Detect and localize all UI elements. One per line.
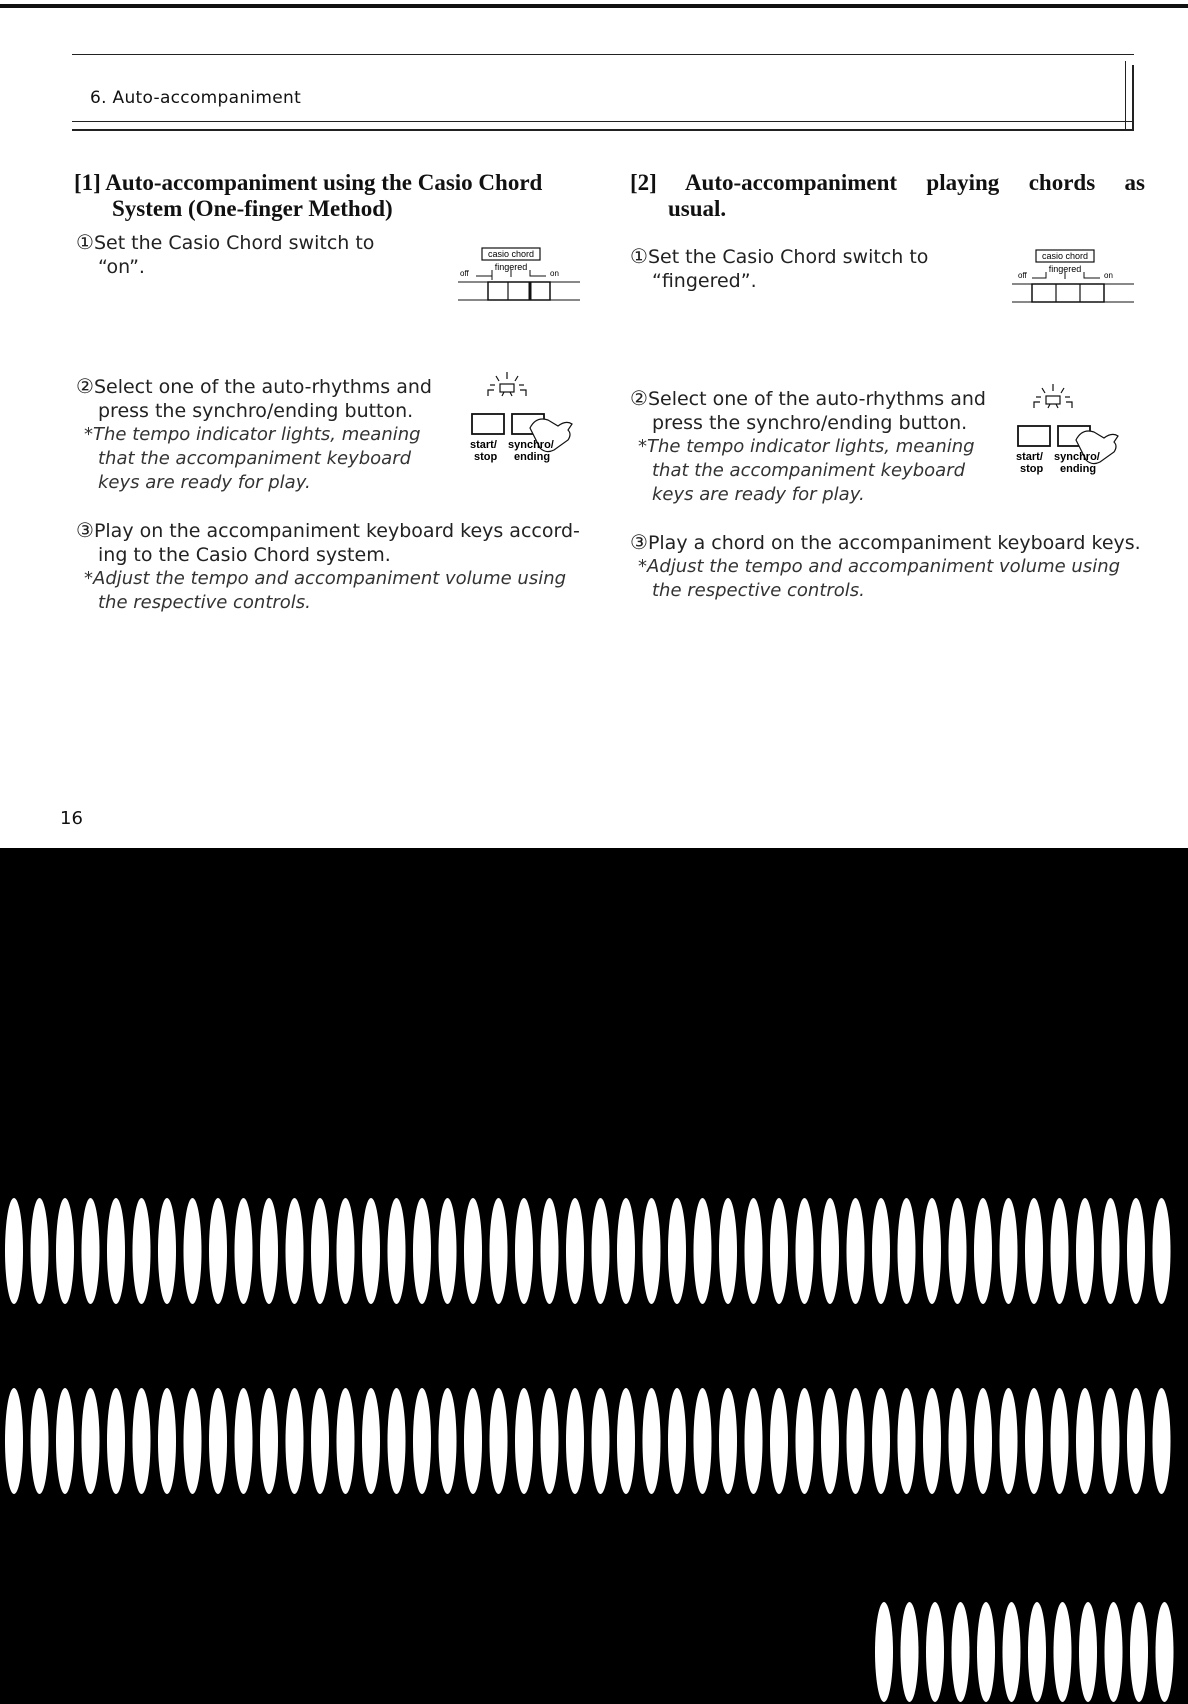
binding-ring [541,1388,559,1494]
binding-ring [875,1602,893,1702]
binding-ring [260,1388,278,1494]
top-rule [0,4,1188,8]
binding-ring [952,1602,970,1702]
binding-ring [977,1602,995,1702]
binding-ring [388,1198,406,1304]
casio-chord-switch-fingered-figure [1012,248,1134,304]
binding-ring [1076,1198,1094,1304]
binding-ring [464,1198,482,1304]
binding-ring [311,1388,329,1494]
binding-ring [490,1198,508,1304]
binding-ring [923,1388,941,1494]
binding-ring [694,1198,712,1304]
binding-ring [1153,1198,1171,1304]
left-step-1: ①Set the Casio Chord switch to “on”. [76,230,375,278]
page-number: 16 [60,808,83,829]
binding-ring [1130,1602,1148,1702]
binding-ring [949,1388,967,1494]
switch-label: casio chord [1041,251,1089,261]
binding-ring [872,1388,890,1494]
binding-ring [898,1198,916,1304]
tempo-indicator-icon [1034,384,1072,408]
binding-ring [745,1388,763,1494]
section-title: 6. Auto-accompaniment [90,88,302,108]
binding-ring [1025,1198,1043,1304]
synchro-button-figure-left [466,370,592,470]
switch-off-label: off [460,269,469,278]
right-column: [2] Auto-accompaniment playing chords as usual. [630,170,1145,221]
binding-ring [184,1388,202,1494]
switch-on-label: on [1104,271,1113,280]
binding-ring [566,1388,584,1494]
binding-ring [872,1198,890,1304]
svg-text:start/: start/ [470,439,497,451]
binding-ring [1102,1388,1120,1494]
binding-ring [1102,1198,1120,1304]
right-step-1: ①Set the Casio Chord switch to “fingered”. [630,244,929,292]
binding-ring [1153,1388,1171,1494]
svg-text:stop: stop [474,451,498,463]
binding-ring [464,1388,482,1494]
binding-ring [1051,1198,1069,1304]
binding-ring [286,1198,304,1304]
switch-label: casio chord [487,249,535,259]
switch-off-label: off [1018,271,1027,280]
binding-ring [209,1198,227,1304]
binding-ring [541,1198,559,1304]
binding-ring [847,1388,865,1494]
binding-ring [923,1198,941,1304]
binding-ring [5,1198,23,1304]
binding-ring [1156,1602,1174,1702]
svg-text:synchro/: synchro/ [508,439,554,451]
binding-ring [901,1602,919,1702]
binding-ring [82,1198,100,1304]
binding-ring [31,1388,49,1494]
right-step-2-note: *The tempo indicator lights, meaning that the accompaniment keyboard keys are ready for play. [638,436,975,505]
right-step-3-note: *Adjust the tempo and accompaniment volume using the respective controls. [638,556,1121,601]
binding-ring [1003,1602,1021,1702]
binding-ring [388,1388,406,1494]
right-step-2: ②Select one of the auto-rhythms and press the synchro/ending button. *The tempo indicator lights, meaning that the accompaniment keyboard keys are ready for play. [630,386,1010,507]
binding-ring [56,1198,74,1304]
binding-ring [133,1388,151,1494]
switch-fingered-label: fingered [1048,264,1082,274]
binding-ring [592,1388,610,1494]
binding-ring [796,1198,814,1304]
binding-ring [362,1198,380,1304]
binding-ring [796,1388,814,1494]
left-column [74,170,594,222]
binding-ring [668,1198,686,1304]
binding-ring [1127,1388,1145,1494]
binding-ring [107,1198,125,1304]
binding-ring [1000,1388,1018,1494]
binding-ring [490,1388,508,1494]
binding-ring [56,1388,74,1494]
binding-ring [337,1388,355,1494]
binding-ring [158,1198,176,1304]
binding-ring-row-3 [0,1600,1180,1704]
binding-ring [974,1198,992,1304]
right-step-3: ③Play a chord on the accompaniment keyboard keys. *Adjust the tempo and accompaniment volume using the respective controls. [630,530,1150,603]
binding-ring [1051,1388,1069,1494]
binding-ring [235,1198,253,1304]
start-stop-button [1018,426,1050,446]
right-title: [2] Auto-accompaniment playing chords as [630,170,1145,195]
binding-ring [821,1198,839,1304]
binding-ring [515,1388,533,1494]
binding-ring [1025,1388,1043,1494]
binding-ring [413,1388,431,1494]
binding-ring [337,1198,355,1304]
binding-ring [566,1198,584,1304]
svg-text:start/: start/ [1016,451,1043,463]
binding-ring [694,1388,712,1494]
binding-ring [847,1198,865,1304]
tempo-indicator-icon [488,372,526,396]
binding-ring [31,1198,49,1304]
binding-ring [821,1388,839,1494]
binding-ring [1028,1602,1046,1702]
synchro-button-figure-right [1012,382,1138,482]
binding-ring [592,1198,610,1304]
binding-ring [1105,1602,1123,1702]
binding-ring [413,1198,431,1304]
binding-ring-row-2 [0,1386,1180,1496]
binding-ring [1076,1388,1094,1494]
binding-ring [107,1388,125,1494]
binding-ring [1054,1602,1072,1702]
binding-ring [209,1388,227,1494]
binding-ring [362,1388,380,1494]
binding-ring [286,1388,304,1494]
binding-ring [719,1388,737,1494]
binding-ring [82,1388,100,1494]
binding-ring [898,1388,916,1494]
left-step-2-note: *The tempo indicator lights, meaning that the accompaniment keyboard keys are ready for play. [84,424,421,493]
binding-ring [158,1388,176,1494]
binding-ring [643,1388,661,1494]
binding-ring [974,1388,992,1494]
binding-ring [643,1198,661,1304]
binding-ring [235,1388,253,1494]
binding-ring [949,1198,967,1304]
binding-ring [311,1198,329,1304]
svg-text:stop: stop [1020,463,1044,475]
binding-ring [770,1388,788,1494]
left-title: [1] Auto-accompaniment using the Casio Chord System (One-finger Method) [74,170,543,221]
left-step-3: ③Play on the accompaniment keyboard keys accord- ing to the Casio Chord system. *Adjust the tempo and accompaniment volume using the respective controls. [76,518,596,615]
binding-ring [617,1388,635,1494]
start-stop-button [472,414,504,434]
binding-ring [719,1198,737,1304]
casio-chord-switch-on-figure [458,246,580,302]
svg-text:synchro/: synchro/ [1054,451,1100,463]
binding-ring [745,1198,763,1304]
svg-text:ending: ending [514,451,551,463]
binding-ring [926,1602,944,1702]
switch-fingered-label: fingered [494,262,528,272]
binding-ring [617,1198,635,1304]
left-step-3-note: *Adjust the tempo and accompaniment volume using the respective controls. [84,568,567,613]
scan-binding-area [0,848,1188,1704]
binding-ring [260,1198,278,1304]
binding-ring [5,1388,23,1494]
binding-ring-row-1 [0,1196,1180,1306]
binding-ring [515,1198,533,1304]
binding-ring [668,1388,686,1494]
binding-ring [1127,1198,1145,1304]
binding-ring [1000,1198,1018,1304]
binding-ring [439,1388,457,1494]
binding-ring [439,1198,457,1304]
switch-on-label: on [550,269,559,278]
binding-ring [1079,1602,1097,1702]
binding-ring [770,1198,788,1304]
binding-ring [184,1198,202,1304]
svg-text:ending: ending [1060,463,1097,475]
left-step-2: ②Select one of the auto-rhythms and press the synchro/ending button. *The tempo indicator lights, meaning that the accompaniment keyboard keys are ready for play. [76,374,456,495]
binding-ring [133,1198,151,1304]
